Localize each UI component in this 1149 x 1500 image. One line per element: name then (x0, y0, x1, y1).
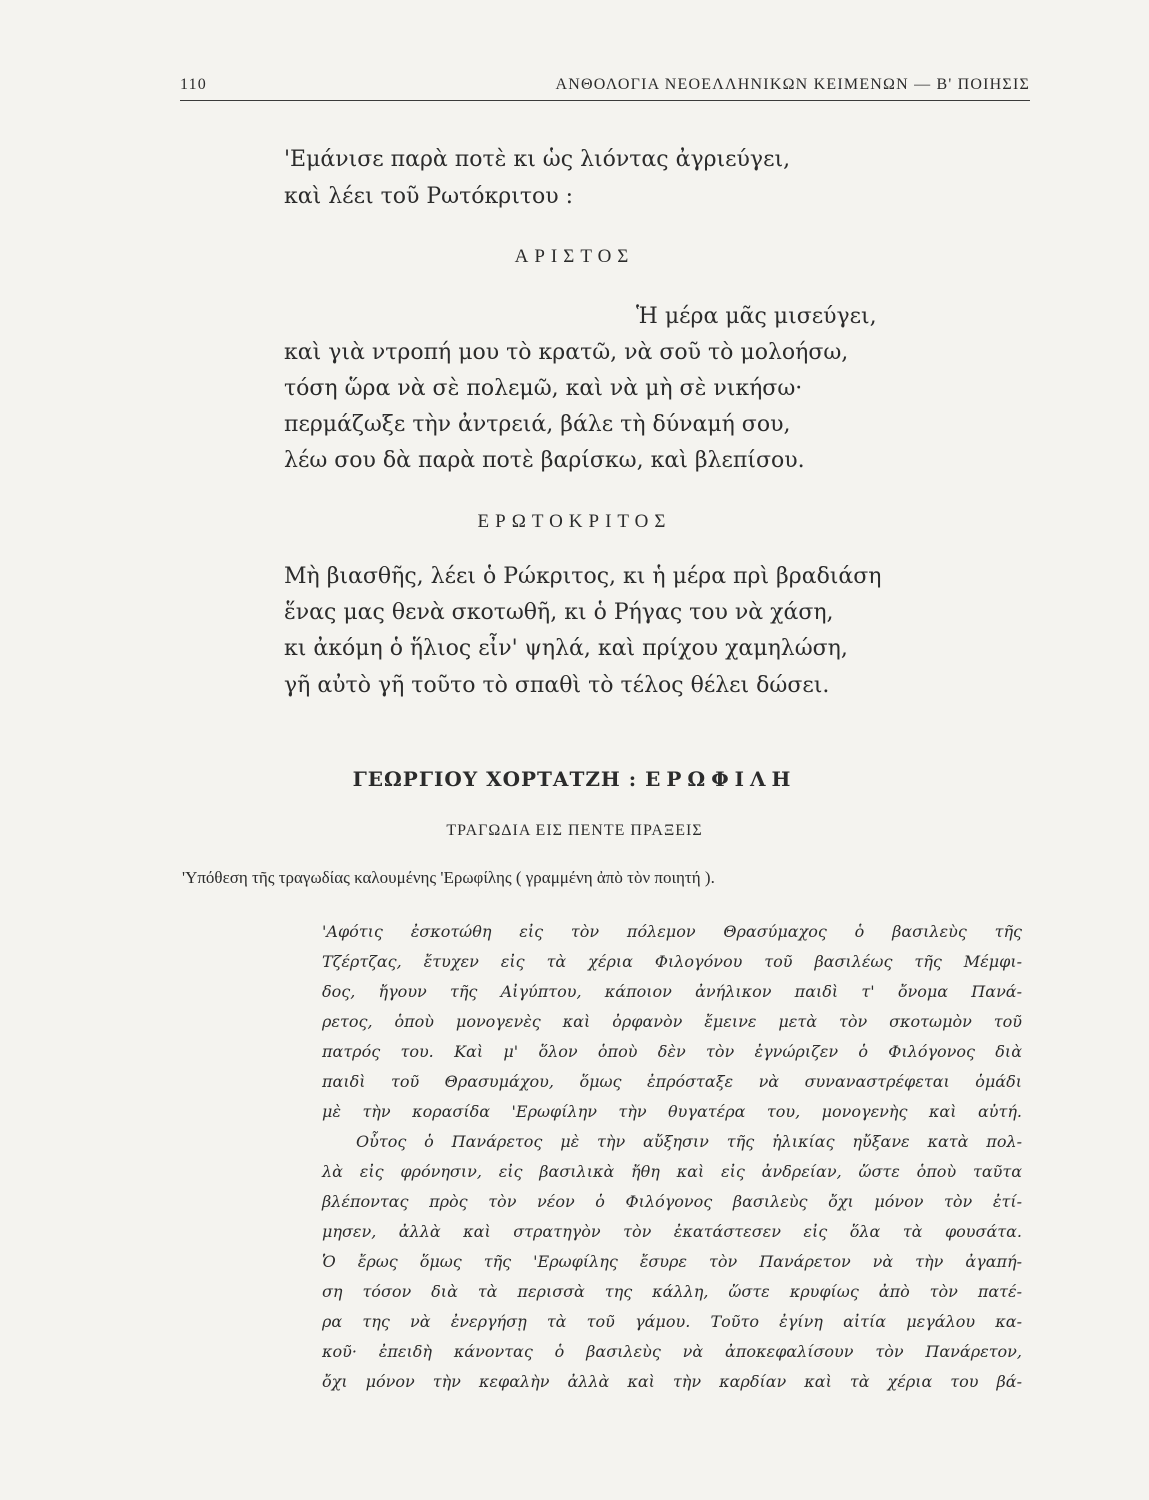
section-title (0, 767, 1149, 791)
verse-line: 'Εμάνισε παρὰ ποτὲ κι ὡς λιόντας ἀγριεύγει, (284, 147, 791, 172)
prose-line: ση τόσον διὰ τὰ περισσὰ της κάλλη, ὥστε κρυφίως ἀπὸ τὸν πατέ- (322, 1282, 1022, 1301)
prose-line: Τζέρτζας, ἔτυχεν εἰς τὰ χέρια Φιλογόνου τοῦ βασιλέως τῆς Μέμφι- (322, 952, 1022, 971)
prose-line: πατρός του. Καὶ μ' ὅλον ὁποὺ δὲν τὸν ἐγνώριζεν ὁ Φιλόγονος διὰ (322, 1042, 1022, 1061)
verse-line: Ἡ μέρα μᾶς μισεύγει, (636, 304, 877, 329)
prose-line: 'Αφότις ἐσκοτώθη εἰς τὸν πόλεμον Θρασύμαχος ὁ βασιλεὺς τῆς (322, 922, 1022, 941)
prose-line: ὄχι μόνον τὴν κεφαλὴν ἀλλὰ καὶ τὴν καρδίαν καὶ τὰ χέρια του βά- (322, 1372, 1022, 1391)
section-author: ΓΕΩΡΓΙΟΥ ΧΟΡΤΑΤΖΗ : (352, 767, 638, 791)
verse-line: περμάζωξε τὴν ἀντρειά, βάλε τὴ δύναμή σου, (284, 412, 791, 437)
verse-line: Μὴ βιασθῆς, λέει ὁ Ρώκριτος, κι ἡ μέρα πρὶ βραδιάση (284, 564, 882, 589)
prose-line: βλέποντας πρὸς τὸν νέον ὁ Φιλόγονος βασιλεὺς ὄχι μόνον τὸν ἐτί- (322, 1192, 1022, 1211)
verse-line: καὶ γιὰ ντροπή μου τὸ κρατῶ, νὰ σοῦ τὸ μολοήσω, (284, 340, 849, 365)
prose-line: ρα της νὰ ἐνεργήσῃ τὰ τοῦ γάμου. Τοῦτο ἐγίνη αἰτία μεγάλου κα- (322, 1312, 1022, 1331)
page-number: 110 (180, 76, 208, 93)
running-title: ΑΝΘΟΛΟΓΙΑ ΝΕΟΕΛΛΗΝΙΚΩΝ ΚΕΙΜΕΝΩΝ — Β' ΠΟΙΗΣΙΣ (555, 76, 1030, 93)
section-work: ΕΡΩΦΙΛΗ (645, 767, 797, 791)
verse-line: τόση ὥρα νὰ σὲ πολεμῶ, καὶ νὰ μὴ σὲ νικήσω· (284, 376, 803, 401)
verse-line: κι ἀκόμη ὁ ἥλιος εἶν' ψηλά, καὶ πρίχου χαμηλώση, (284, 636, 848, 661)
section-subtitle: ΤΡΑΓΩΔΙΑ ΕΙΣ ΠΕΝΤΕ ΠΡΑΞΕΙΣ (446, 822, 703, 839)
running-header (180, 74, 1030, 101)
speaker-name: ΑΡΙΣΤΟΣ (514, 246, 635, 267)
prose-line: δος, ἤγουν τῆς Αἰγύπτου, κάποιον ἀνήλικον παιδὶ τ' ὄνομα Πανά- (322, 982, 1022, 1001)
prose-line: Οὗτος ὁ Πανάρετος μὲ τὴν αὔξησιν τῆς ἡλικίας ηὔξανε κατὰ πολ- (356, 1132, 1022, 1151)
verse-line: καὶ λέει τοῦ Ρωτόκριτου : (284, 184, 574, 209)
speaker-name: ΕΡΩΤΟΚΡΙΤΟΣ (477, 511, 672, 532)
prose-line: παιδὶ τοῦ Θρασυμάχου, ὅμως ἐπρόσταξε νὰ συναναστρέφεται ὁμάδι (322, 1072, 1022, 1091)
prose-line: κοῦ· ἐπειδὴ κάνοντας ὁ βασιλεὺς νὰ ἀποκεφαλίσουν τὸν Πανάρετον, (322, 1342, 1022, 1361)
prose-line: Ὁ ἔρως ὅμως τῆς 'Ερωφίλης ἔσυρε τὸν Πανάρετον νὰ τὴν ἀγαπή- (322, 1252, 1022, 1271)
prose-line: μὲ τὴν κορασίδα 'Ερωφίλην τὴν θυγατέρα του, μονογενὴς καὶ αὐτή. (322, 1102, 1022, 1121)
verse-line: ἕνας μας θενὰ σκοτωθῆ, κι ὁ Ρήγας του νὰ χάση, (284, 600, 834, 625)
prose-line: ρετος, ὁποὺ μονογενὲς καὶ ὀρφανὸν ἔμεινε μετὰ τὸν σκοτωμὸν τοῦ (322, 1012, 1022, 1031)
verse-line: λέω σου δὰ παρὰ ποτὲ βαρίσκω, καὶ βλεπίσου. (284, 448, 805, 473)
prose-line: μησεν, ἀλλὰ καὶ στρατηγὸν τὸν ἐκατάστεσεν εἰς ὅλα τὰ φουσάτα. (322, 1222, 1022, 1241)
verse-line: γῆ αὐτὸ γῆ τοῦτο τὸ σπαθὶ τὸ τέλος θέλει δώσει. (284, 673, 830, 698)
prose-line: λὰ εἰς φρόνησιν, εἰς βασιλικὰ ἤθη καὶ εἰς ἀνδρείαν, ὥστε ὁποὺ ταῦτα (322, 1162, 1022, 1181)
argument-heading: 'Υπόθεση τῆς τραγωδίας καλουμένης 'Ερωφίλης ( γραμμένη ἀπὸ τὸν ποιητή ). (182, 868, 715, 887)
